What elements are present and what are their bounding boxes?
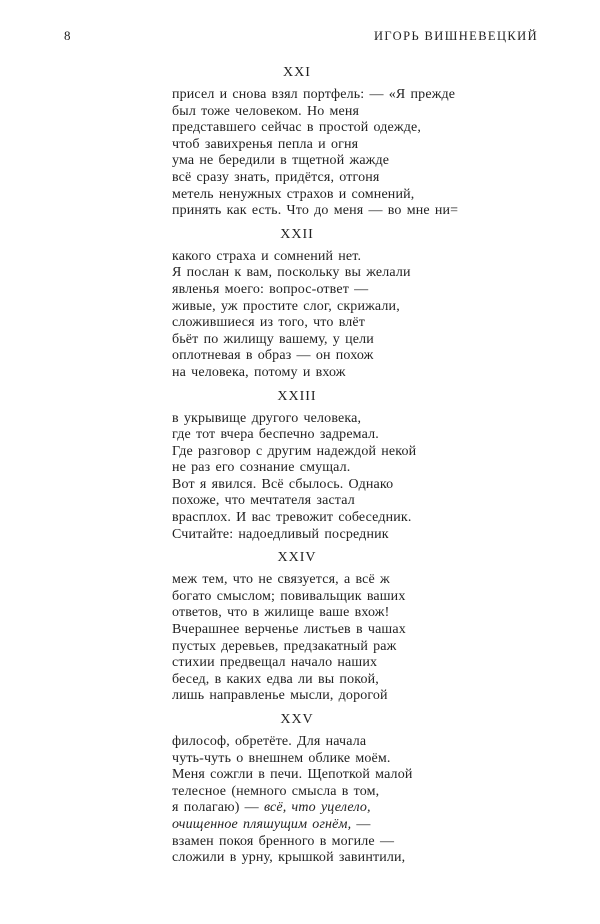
poem-section: [172, 711, 422, 867]
poem-line: ответов, что в жилище ваше вхож!: [172, 605, 390, 621]
poem-line: чтоб завихренья пепла и огня: [172, 136, 359, 152]
poem-line: Меня сожгли в печи. Щепоткой малой: [172, 767, 413, 783]
poem-line: бьёт по жилищу вашему, у цели: [172, 331, 374, 347]
poem-line-segment: —: [351, 816, 371, 832]
poem-section: [172, 549, 422, 705]
poem-line: был тоже человеком. Но меня: [172, 103, 360, 119]
poem-line: живые, уж простите слог, скрижали,: [172, 298, 400, 314]
poem-line: в укрывище другого человека,: [172, 410, 362, 426]
poem-line: Считайте: надоедливый посредник: [172, 526, 389, 542]
poem-section: [172, 64, 459, 220]
poem-line: явленья моего: вопрос-ответ —: [172, 281, 369, 297]
poem-section: [172, 388, 422, 544]
poem-line-italic-segment: всё, что уцелело,: [263, 800, 371, 816]
poem-line: на человека, потому и вхож: [172, 364, 346, 380]
section-heading: XXIV: [277, 550, 317, 566]
poem-line: не раз его сознание смущал.: [172, 460, 351, 476]
poem-line: ума не бередили в тщетной жажде: [172, 153, 390, 169]
running-title: ИГОРЬ ВИШНЕВЕЦКИЙ: [373, 29, 538, 43]
poem-line: врасплох. И вас тревожит собеседник.: [172, 510, 412, 526]
page-number: 8: [64, 28, 71, 43]
section-heading: XXI: [283, 65, 311, 80]
section-heading: XXV: [280, 712, 314, 727]
poem-line: философ, обретёте. Для начала: [172, 734, 367, 749]
poem-line: меж тем, что не связуется, а всё ж: [172, 572, 390, 588]
poem-line: Я послан к вам, поскольку вы желали: [172, 265, 411, 281]
poem-line: Вчерашнее верченье листьев в чашах: [172, 622, 406, 638]
page-header: [64, 28, 538, 44]
poem-line: Где разговор с другим надеждой некой: [172, 443, 417, 459]
poem-line: оплотневая в образ — он похож: [172, 348, 374, 364]
poem-line: телесное (немного смысла в том,: [172, 783, 380, 799]
poem-line: принять как есть. Что до меня — во мне ни=: [172, 203, 459, 219]
poem-line: сложившиеся из того, что влёт: [172, 315, 366, 331]
poem-line-segment: я полагаю) —: [172, 800, 264, 816]
poem-line: представшего сейчас в простой одежде,: [172, 120, 422, 136]
poem-body: [172, 64, 459, 867]
poem-line: Вот я явился. Всё сбылось. Однако: [172, 476, 394, 492]
poem-line: взамен покоя бренного в могиле —: [172, 833, 395, 849]
poem-line: лишь направленье мысли, дорогой: [172, 688, 388, 704]
poem-line: чуть-чуть о внешнем облике моём.: [172, 750, 391, 766]
section-heading: XXII: [280, 226, 314, 242]
section-heading: XXIII: [277, 388, 317, 404]
poem-section: [172, 226, 422, 382]
poem-line: [172, 817, 422, 834]
poem-line: похоже, что мечтателя застал: [172, 493, 355, 509]
poem-line: метель ненужных страхов и сомнений,: [172, 186, 415, 202]
poem-line: [172, 800, 422, 817]
poem-line: стихии предвещал начало наших: [172, 655, 378, 671]
poem-line-italic-segment: очищенное пляшущим огнём,: [172, 816, 352, 832]
poem-line: бесед, в каких едва ли вы покой,: [172, 671, 379, 687]
poem-line: пустых деревьев, предзакатный раж: [172, 638, 397, 654]
poem-line: присел и снова взял портфель: — «Я прежде: [172, 87, 456, 102]
poem-line: всё сразу знать, придётся, отгоня: [172, 169, 380, 185]
poem-line: где тот вчера беспечно задремал.: [172, 427, 379, 443]
poem-line: какого страха и сомнений нет.: [172, 248, 362, 264]
poem-line: сложили в урну, крышкой завинтили,: [172, 850, 406, 866]
poem-line: богато смыслом; повивальщик ваших: [172, 588, 406, 604]
